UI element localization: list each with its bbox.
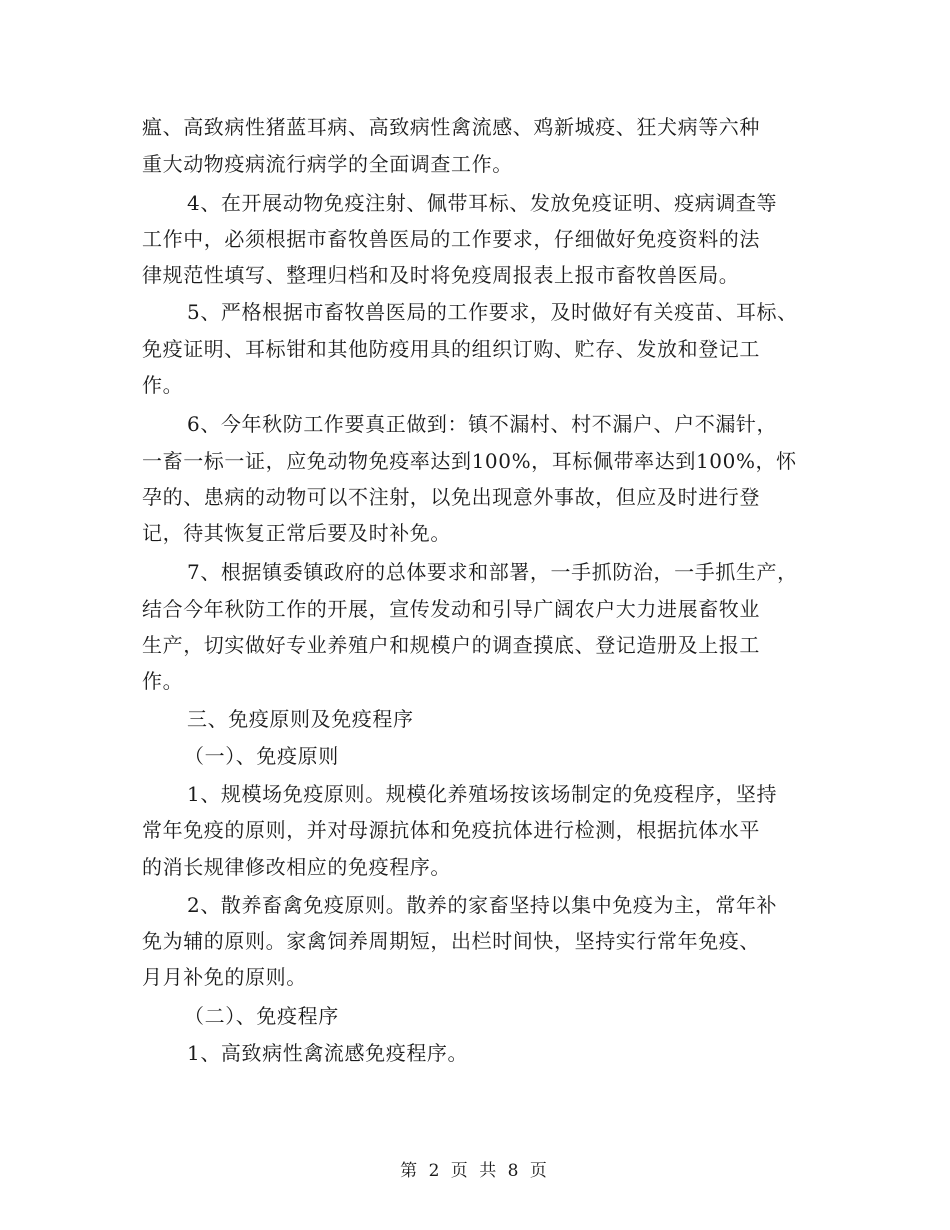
paragraph-line: 7、根据镇委镇政府的总体要求和部署，一手抓防治，一手抓生产，	[187, 560, 798, 584]
paragraph-line: 2、散养畜禽免疫原则。散养的家畜坚持以集中免疫为主，常年补	[187, 893, 778, 917]
paragraph-line: 工作中，必须根据市畜牧兽医局的工作要求，仔细做好免疫资料的法	[142, 227, 760, 251]
paragraph-line: 的消长规律修改相应的免疫程序。	[142, 855, 451, 879]
paragraph-line: 记，待其恢复正常后要及时补免。	[142, 521, 451, 545]
paragraph-line: 6、今年秋防工作要真正做到：镇不漏村、村不漏户、户不漏针，	[187, 412, 778, 436]
section-heading: 三、免疫原则及免疫程序	[187, 707, 414, 731]
page-footer: 第 2 页 共 8 页	[400, 1161, 550, 1181]
paragraph-line: 4、在开展动物免疫注射、佩带耳标、发放免疫证明、疫病调查等	[187, 191, 778, 215]
subsection-heading: （一）、免疫原则	[184, 744, 339, 768]
paragraph-line: 1、高致病性禽流感免疫程序。	[187, 1041, 469, 1065]
paragraph-line: 作。	[142, 373, 184, 397]
paragraph-line: 瘟、高致病性猪蓝耳病、高致病性禽流感、鸡新城疫、狂犬病等六种	[142, 115, 760, 139]
paragraph-line: 月月补免的原则。	[142, 965, 307, 989]
paragraph-line: 作。	[142, 669, 184, 693]
paragraph-line: 免疫证明、耳标钳和其他防疫用具的组织订购、贮存、发放和登记工	[142, 337, 760, 361]
paragraph-line: 结合今年秋防工作的开展，宣传发动和引导广阔农户大力进展畜牧业	[142, 597, 760, 621]
subsection-heading: （二）、免疫程序	[184, 1004, 339, 1028]
paragraph-line: 免为辅的原则。家禽饲养周期短，出栏时间快，坚持实行常年免疫、	[142, 929, 760, 953]
paragraph-line: 5、严格根据市畜牧兽医局的工作要求，及时做好有关疫苗、耳标、	[187, 300, 798, 324]
paragraph-line: 常年免疫的原则，并对母源抗体和免疫抗体进行检测，根据抗体水平	[142, 818, 760, 842]
paragraph-line: 孕的、患病的动物可以不注射，以免出现意外事故，但应及时进行登	[142, 485, 760, 509]
paragraph-line: 一畜一标一证，应免动物免疫率达到100%，耳标佩带率达到100%，怀	[142, 449, 797, 473]
paragraph-line: 律规范性填写、整理归档和及时将免疫周报表上报市畜牧兽医局。	[142, 263, 740, 287]
paragraph-line: 生产，切实做好专业养殖户和规模户的调查摸底、登记造册及上报工	[142, 633, 760, 657]
paragraph-line: 1、规模场免疫原则。规模化养殖场按该场制定的免疫程序，坚持	[187, 782, 778, 806]
paragraph-line: 重大动物疫病流行病学的全面调查工作。	[142, 152, 513, 176]
